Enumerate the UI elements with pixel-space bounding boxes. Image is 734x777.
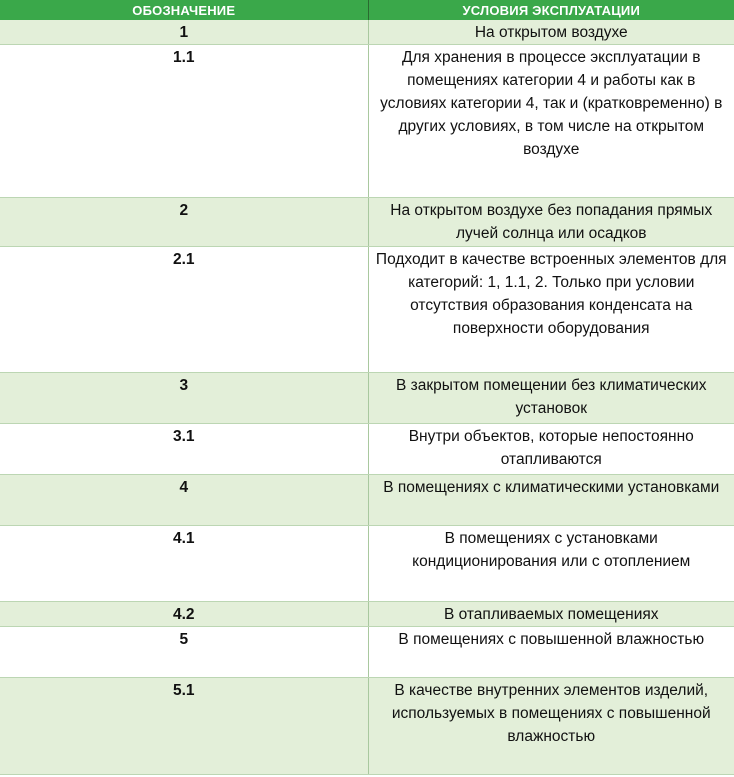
row-conditions: В качестве внутренних элементов изделий, используемых в помещениях с повышенной влажностью: [368, 678, 734, 775]
header-row: [0, 0, 734, 20]
table-row: [0, 198, 734, 247]
table-row: [0, 373, 734, 424]
table-row: [0, 475, 734, 526]
row-code: 4.1: [0, 526, 368, 602]
row-code: 1: [0, 20, 368, 45]
table-row: [0, 678, 734, 775]
row-conditions: В закрытом помещении без климатических установок: [368, 373, 734, 424]
row-code: 2.1: [0, 247, 368, 373]
row-code: 3: [0, 373, 368, 424]
row-conditions: Внутри объектов, которые непостоянно отапливаются: [368, 424, 734, 475]
table-row: [0, 602, 734, 627]
row-conditions: На открытом воздухе: [368, 20, 734, 45]
table-row: [0, 247, 734, 373]
row-conditions: В отапливаемых помещениях: [368, 602, 734, 627]
row-code: 4: [0, 475, 368, 526]
row-code: 2: [0, 198, 368, 247]
row-code: 5.1: [0, 678, 368, 775]
row-conditions: В помещениях с установками кондиционирования или с отоплением: [368, 526, 734, 602]
row-conditions: В помещениях с климатическими установками: [368, 475, 734, 526]
header-conditions: УСЛОВИЯ ЭКСПЛУАТАЦИИ: [368, 0, 734, 20]
table-row: [0, 526, 734, 602]
table-row: [0, 20, 734, 45]
header-designation: ОБОЗНАЧЕНИЕ: [0, 0, 368, 20]
table-row: [0, 45, 734, 198]
row-conditions: На открытом воздухе без попадания прямых лучей солнца или осадков: [368, 198, 734, 247]
table-row: [0, 424, 734, 475]
row-code: 3.1: [0, 424, 368, 475]
row-conditions: В помещениях с повышенной влажностью: [368, 627, 734, 678]
row-conditions: Подходит в качестве встроенных элементов для категорий: 1, 1.1, 2. Только при условии отсутствия образования конденсата на поверхности оборудования: [368, 247, 734, 373]
row-code: 4.2: [0, 602, 368, 627]
row-code: 1.1: [0, 45, 368, 198]
row-conditions: Для хранения в процессе эксплуатации в помещениях категории 4 и работы как в условиях категории 4, так и (кратковременно) в других условиях, в том числе на открытом воздухе: [368, 45, 734, 198]
row-code: 5: [0, 627, 368, 678]
table-row: [0, 627, 734, 678]
